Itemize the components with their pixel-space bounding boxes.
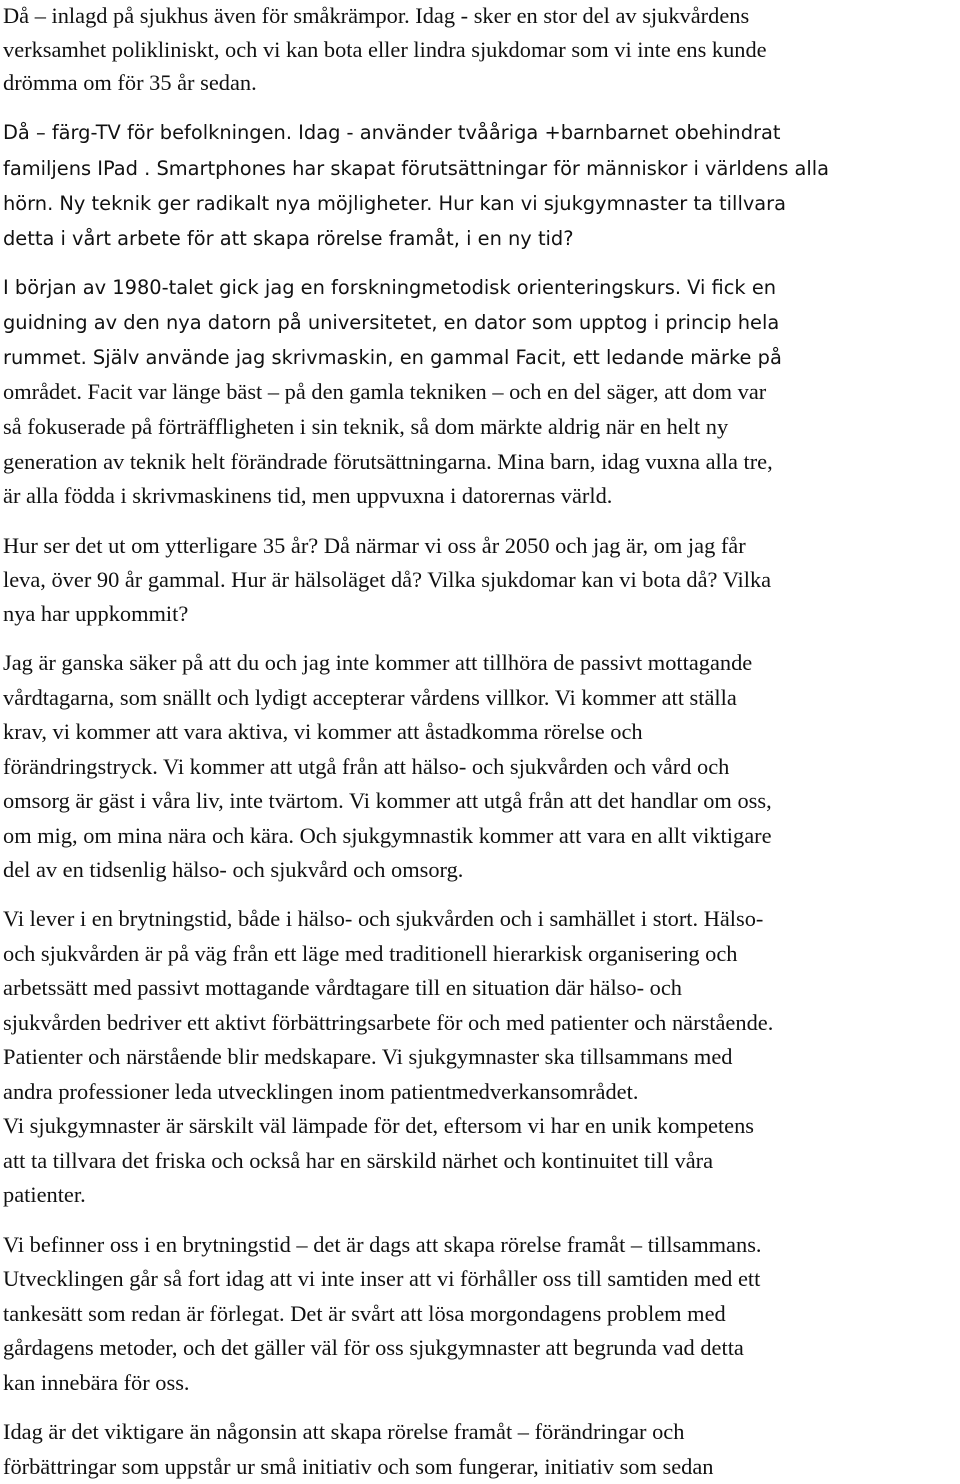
text-line: generation av teknik helt förändrade förutsättningarna. Mina barn, idag vuxna alla tre, bbox=[3, 449, 773, 474]
text-line: tankesätt som redan är förlegat. Det är svårt att lösa morgondagens problem med bbox=[3, 1301, 726, 1326]
text-line: att ta tillvara det friska och också har en särskild närhet och kontinuitet till våra bbox=[3, 1148, 714, 1173]
text-line: verksamhet polikliniskt, och vi kan bota eller lindra sjukdomar som vi inte ens kunde bbox=[3, 37, 767, 62]
text-line: Patienter och närstående blir medskapare. Vi sjukgymnaster ska tillsammans med bbox=[3, 1044, 733, 1069]
text-line: detta i vårt arbete för att skapa rörelse framåt, i en ny tid? bbox=[3, 227, 574, 250]
text-line: förbättringar som uppstår ur små initiativ och som fungerar, initiativ som sedan bbox=[3, 1454, 714, 1479]
text-line: och sjukvården är på väg från ett läge med traditionell hierarkisk organisering och bbox=[3, 941, 738, 966]
text-line: patienter. bbox=[3, 1182, 86, 1207]
text-line: området. Facit var länge bäst – på den gamla tekniken – och en del säger, att dom var bbox=[3, 379, 767, 404]
text-line: förändringstryck. Vi kommer att utgå från att hälso- och sjukvården och vård och bbox=[3, 754, 730, 779]
text-line: är alla födda i skrivmaskinens tid, men uppvuxna i datorernas värld. bbox=[3, 483, 613, 508]
text-line: omsorg är gäst i våra liv, inte tvärtom. Vi kommer att utgå från att det handlar om oss, bbox=[3, 788, 772, 813]
text-line: så fokuserade på förträffligheten i sin teknik, så dom märkte aldrig när en helt ny bbox=[3, 414, 729, 439]
text-line: Utvecklingen går så fort idag att vi inte inser att vi förhåller oss till samtiden med ett bbox=[3, 1266, 761, 1291]
text-line: Då – färg-TV för befolkningen. Idag - använder tvååriga +barnbarnet obehindrat bbox=[3, 121, 781, 144]
text-line: arbetssätt med passivt mottagande vårdtagare till en situation där hälso- och bbox=[3, 975, 682, 1000]
text-line: sjukvården bedriver ett aktivt förbättringsarbete för och med patienter och närstående. bbox=[3, 1010, 774, 1035]
text-line: del av en tidsenlig hälso- och sjukvård och omsorg. bbox=[3, 857, 464, 882]
text-line: kan innebära för oss. bbox=[3, 1370, 190, 1395]
text-line: Vi lever i en brytningstid, både i hälso- och sjukvården och i samhället i stort. Hälso- bbox=[3, 906, 764, 931]
text-line: andra professioner leda utvecklingen inom patientmedverkansområdet. bbox=[3, 1079, 639, 1104]
text-line: vårdtagarna, som snällt och lydigt accepterar vårdens villkor. Vi kommer att ställa bbox=[3, 685, 737, 710]
text-line: guidning av den nya datorn på universitetet, en dator som upptog i princip hela bbox=[3, 311, 780, 334]
text-line: om mig, om mina nära och kära. Och sjukgymnastik kommer att vara en allt viktigare bbox=[3, 823, 772, 848]
text-line: Vi befinner oss i en brytningstid – det är dags att skapa rörelse framåt – tillsammans. bbox=[3, 1232, 762, 1257]
text-line: Jag är ganska säker på att du och jag inte kommer att tillhöra de passivt mottagande bbox=[3, 650, 753, 675]
text-line: hörn. Ny teknik ger radikalt nya möjligheter. Hur kan vi sjukgymnaster ta tillvara bbox=[3, 192, 787, 215]
text-line: Hur ser det ut om ytterligare 35 år? Då närmar vi oss år 2050 och jag är, om jag får bbox=[3, 533, 746, 558]
text-line: Vi sjukgymnaster är särskilt väl lämpade för det, eftersom vi har en unik kompetens bbox=[3, 1113, 755, 1138]
text-line: I början av 1980-talet gick jag en forskningmetodisk orienteringskurs. Vi fick en bbox=[3, 276, 777, 299]
text-line: krav, vi kommer att vara aktiva, vi kommer att åstadkomma rörelse och bbox=[3, 719, 643, 744]
text-line: nya har uppkommit? bbox=[3, 601, 189, 626]
text-line: gårdagens metoder, och det gäller väl för oss sjukgymnaster att begrunda vad detta bbox=[3, 1335, 744, 1360]
text-line: drömma om för 35 år sedan. bbox=[3, 70, 257, 95]
text-line: Idag är det viktigare än någonsin att skapa rörelse framåt – förändringar och bbox=[3, 1419, 685, 1444]
text-line: Då – inlagd på sjukhus även för småkrämpor. Idag - sker en stor del av sjukvårdens bbox=[3, 3, 750, 28]
text-line: rummet. Själv använde jag skrivmaskin, en gammal Facit, ett ledande märke på bbox=[3, 346, 782, 369]
text-line: leva, över 90 år gammal. Hur är hälsoläget då? Vilka sjukdomar kan vi bota då? Vilka bbox=[3, 567, 772, 592]
text-line: familjens IPad . Smartphones har skapat förutsättningar för människor i världens alla bbox=[3, 157, 830, 180]
